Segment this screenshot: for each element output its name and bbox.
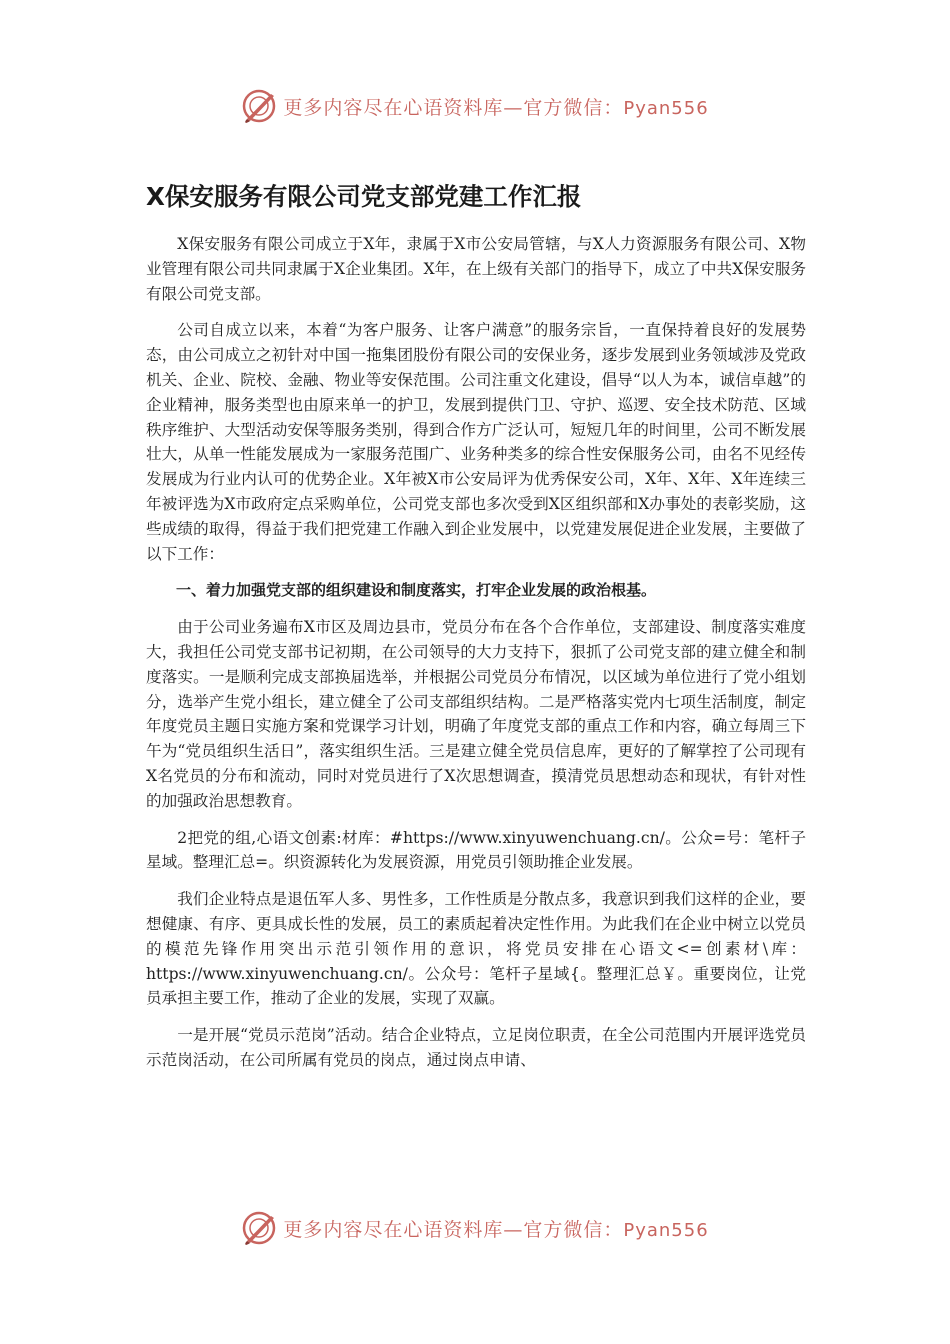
paragraph-resources: 2把党的组,心语文创素:材库：#https://www.xinyuwenchuang.cn/。公众=号：笔杆子星域。整理汇总=。织资源转化为发展资源，用党员引领助推企业发展。 [146,828,806,872]
label-second: 二是 [538,692,571,711]
paragraph-development: 公司自成立以来，本着“为客户服务、让客户满意”的服务宗旨，一直保持着良好的发展势态，由公司成立之初针对中国一拖集团股份有限公司的安保业务，逐步发展到业务领域涉及党政机关、企业、院校、金融、物业等安保范围。公司注重文化建设，倡导“以人为本，诚信卓越”的企业精神，服务类型也由原来单一的护卫，发展到提供门卫、守护、巡逻、安全技术防范、区域秩序维护、大型活动安保等服务类别，得到合作方广泛认可，短短几年的时间里，公司不断发展壮大，从单一性能发展成为一家服务范围广、业务种类多的综合性安保服务公司，由名不见经传发展成为行业内认可的优势企业。X年被X市公安局评为优秀保安公司，X年、X年、X年连续三年被评选为X市政府定点采购单位，公司党支部也多次受到X区组织部和X办事处的表彰奖励，这些成绩的取得，得益于我们把党建工作融入到企业发展中，以党建发展促进企业发展，主要做了以下工作： [146,321,806,563]
watermark-wechat-id: Pyan556 [623,1219,709,1241]
watermark-text: 更多内容尽在心语资料库—官方微信：Pyan556 [283,1218,709,1241]
paragraph-intro: X保安服务有限公司成立于X年，隶属于X市公安局管辖，与X人力资源服务有限公司、X物业管理有限公司共同隶属于X企业集团。X年，在上级有关部门的指导下，成立了中共X保安服务有限公司党支部。 [146,235,806,303]
paragraph-organization: 由于公司业务遍布X市区及周边县市，党员分布在各个合作单位，支部建设、制度落实难度大，我担任公司党支部书记初期，在公司领导的大力支持下，狠抓了公司党支部的建立健全和制度落实。一是顺利完成支部换届选举，并根据公司党员分布情况，以区域为单位进行了党小组划分，选举产生党小组长，建立健全了公司支部组织结构。二是严格落实党内七项生活制度，制定年度党员主题日实施方案和党课学习计划，明确了年度党支部的重点工作和内容，确立每周三下午为“党员组织生活日”，落实组织生活。三是建立健全党员信息库，更好的了解掌控了公司现有X名党员的分布和流动，同时对党员进行了X次思想调查，摸清党员思想动态和现状，有针对性的加强政治思想教育。 [146,618,806,810]
watermark-banner-bottom [0,1208,950,1248]
brush-logo-icon [241,1210,277,1246]
paragraph-enterprise: 我们企业特点是退伍军人多、男性多，工作性质是分散点多，我意识到我们这样的企业，要想健康、有序、更具成长性的发展，员工的素质起着决定性作用。为此我们在企业中树立以党员的模范先锋作用突出示范引领作用的意识，将党员安排在心语文<=创素材\库：https://www.xinyuwenchuang.cn/。公众号：笔杆子星域{。整理汇总￥。重要岗位，让党员承担主要工作，推动了企业的发展，实现了双赢。 [146,890,806,1008]
label-first: 一是 [177,1026,209,1045]
document-title: X保安服务有限公司党支部党建工作汇报 [146,182,582,211]
watermark-banner-top [0,86,950,126]
watermark-wechat-id: Pyan556 [623,97,709,119]
label-first: 一是 [208,667,241,686]
section-heading-1: 一、着力加强党支部的组织建设和制度落实，打牢企业发展的政治根基。 [176,581,657,600]
watermark-text: 更多内容尽在心语资料库—官方微信：Pyan556 [283,96,709,119]
document-body [146,232,806,1085]
brush-logo-icon [241,88,277,124]
label-third: 三是 [429,742,461,761]
paragraph-model-post: 一是开展“党员示范岗”活动。结合企业特点，立足岗位职责，在全公司范围内开展评选党员示范岗活动，在公司所属有党员的岗点，通过岗点申请、 [146,1026,806,1069]
